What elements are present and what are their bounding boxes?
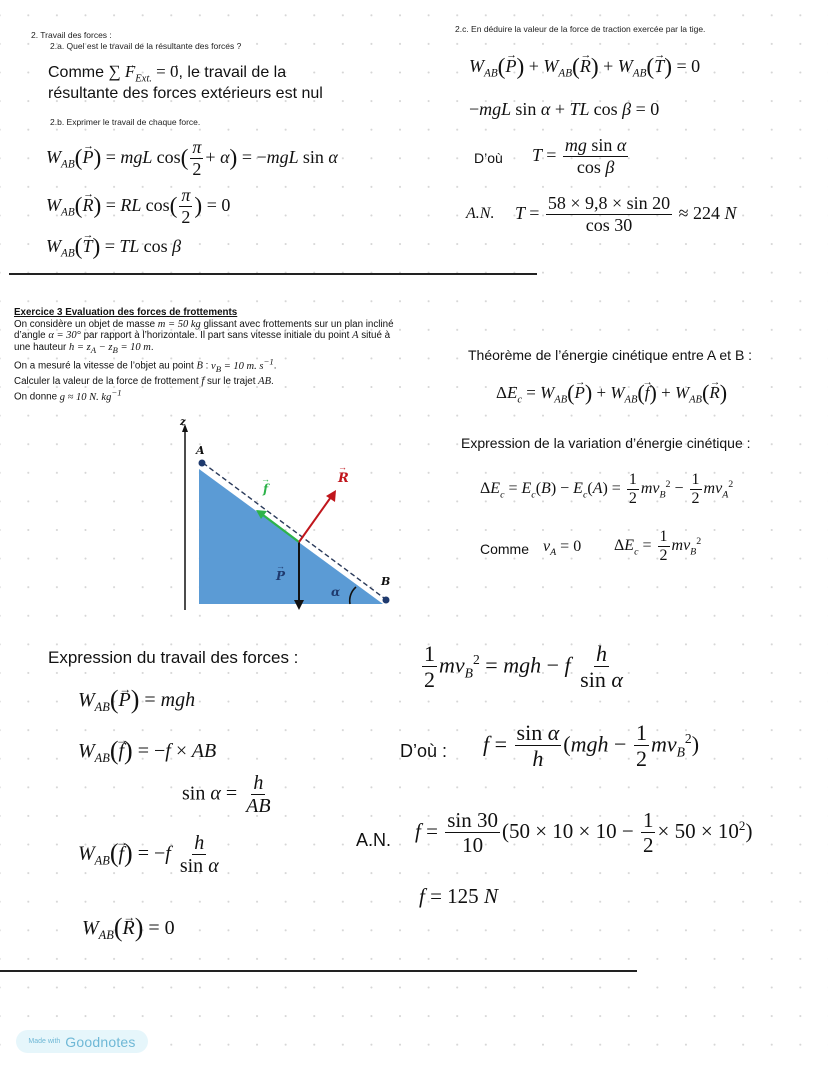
work-title: Expression du travail des forces :	[48, 648, 299, 667]
f-result: f = 125 N	[419, 884, 498, 908]
point-b-label: B	[381, 575, 391, 588]
sin-relation: sin α = $\frac{h}{AB}$	[182, 772, 271, 817]
energy-equation: $\frac{1}{2}$ $mv_B^2$ = mgh − f $\frac{h}{\text{sin α}}$	[424, 641, 623, 693]
theorem-title: Théorème de l’énergie cinétique entre A et B :	[468, 347, 753, 363]
bottom-divider	[0, 970, 637, 972]
statement-line-5: Calculer la valeur de la force de frottement → f sur le trajet AB.	[14, 376, 394, 388]
comme-label: Comme	[480, 541, 530, 557]
answer-2a-line2: résultante des forces extérieurs est nul	[48, 85, 323, 102]
statement-line-1: On considère un objet de masse m = 50 kg glissant avec frottements sur un plan incliné	[14, 318, 394, 330]
exercise-title: Exercice 3 Evaluation des forces de frottements	[14, 307, 238, 318]
dou-label: D’où	[474, 150, 503, 166]
answer-2a-prefix: Comme	[48, 64, 105, 81]
theorem-equation: $\Delta E_c = W_{AB}(\to P) + W_{AB}(\to f) + W_{AB}(\to R)$	[496, 380, 727, 406]
question-2c: 2.c. En déduire la valeur de la force de traction exercée par la tige.	[455, 24, 706, 34]
variation-equation: $\Delta E_c = E_c(B) - E_c(A)$ = $\frac{1}{2}$ $mv_B^2$ − $\frac{1}{2}$ $mv_A^2$	[480, 471, 734, 507]
equation-t-numeric: T = $\frac{58 \times 9,8 \times \sin 20}{\cos 30}$ ≈ 224 N	[515, 193, 737, 235]
variation-simplified: $\Delta E_c$ = $\frac{1}{2}$ $mv_B^2$	[614, 528, 702, 564]
reaction-vector-r	[299, 490, 336, 542]
answer-2a-suffix: , le travail de la	[178, 64, 287, 81]
vector-p-arrow-icon: →	[276, 561, 285, 571]
work-f2-equation: $W_{AB}(\to f) = -f$ $\frac{h}{\text{sin α}}$	[78, 832, 223, 878]
dou-label-2: D’où :	[400, 741, 448, 761]
exercise-statement	[14, 307, 394, 403]
equation-expanded: −mgL sin α + TL cos β = 0	[469, 99, 660, 119]
work-p-equation: $W_{AB}(\to P)$ = mgh	[78, 685, 195, 715]
goodnotes-badge[interactable]	[16, 1030, 148, 1053]
section-heading: 2. Travail des forces :	[31, 30, 112, 40]
statement-line-2: d’angle α = 30° par rapport à l’horizontale. Il part sans vitesse initiale du point A situé à	[14, 330, 391, 342]
vector-r-arrow-icon: →	[338, 462, 347, 472]
work-r-equation: $W_{AB}(\to R) = 0$	[82, 913, 175, 943]
f-formula: f = $\frac{\text{sin α}}{h}$ (mgh − $\frac{1}{2}$ $mv_B^2$)	[483, 720, 700, 772]
vector-r-label: R	[338, 471, 349, 486]
question-2b: 2.b. Exprimer le travail de chaque force.	[50, 117, 201, 127]
vector-p-label: P	[276, 569, 286, 583]
an-label-2c: A.N.	[466, 205, 495, 222]
f-numeric: f = $\frac{\sin 30}{10}$ (50 × 10 × 10 − $\frac{1}{2}$ × $50 \times 10^2$)	[415, 808, 753, 858]
equation-work-r: $W_{AB}(\to R)$ = RL cos( $\frac{\pi}{2}$ ) = 0	[46, 186, 230, 227]
variation-title: Expression de la variation d’énergie cinétique :	[461, 435, 751, 451]
vector-f-label: f	[263, 482, 269, 496]
equation-t-formula: T = $\frac{\text{mg sin α}}{\text{cos β}}$	[532, 135, 627, 177]
statement-line-4: On a mesuré la vitesse de l’objet au point B : $v_B = 10$ m. $s^{-1}$.	[14, 356, 277, 375]
work-f-equation: $W_{AB}(\to f) = -f$ × AB	[78, 736, 216, 766]
angle-alpha-label: α	[331, 585, 341, 599]
point-a-label: A	[196, 444, 205, 457]
vector-f-arrow-icon: →	[261, 474, 270, 484]
equation-sum-works: $W_{AB}(\to P) + W_{AB}(\to R) + W_{AB}(\to T) = 0$	[469, 54, 700, 81]
equation-work-p: $W_{AB}(\to P)$ = mgL cos( $\frac{\pi}{2}$ + α) = −mgL sin α	[46, 138, 338, 179]
question-2a: 2.a. Quel est le travail de la résultante des forces ?	[50, 41, 242, 51]
equation-work-t: $W_{AB}(\to T)$ = TL cos β	[46, 234, 181, 261]
va-zero: $v_A = 0$	[543, 538, 582, 559]
z-axis-label: z	[180, 417, 186, 428]
badge-brand: Goodnotes	[65, 1033, 136, 1050]
statement-line-3: une hauteur $h = z_A - z_B = 10$ m.	[14, 341, 154, 355]
inclined-plane-diagram	[170, 405, 410, 620]
an-label-f: A.N.	[356, 830, 392, 850]
statement-line-6: On donne g ≈ 10 N. $kg^{-1}$	[14, 387, 122, 403]
point-b-marker	[383, 597, 390, 604]
section-divider	[9, 273, 537, 275]
sum-forces-formula: ∑ → $F_{Ext.}$ = → 0	[108, 62, 178, 81]
point-a-marker	[199, 460, 206, 467]
z-axis	[182, 424, 188, 610]
badge-made-with: Made with	[28, 1038, 61, 1045]
